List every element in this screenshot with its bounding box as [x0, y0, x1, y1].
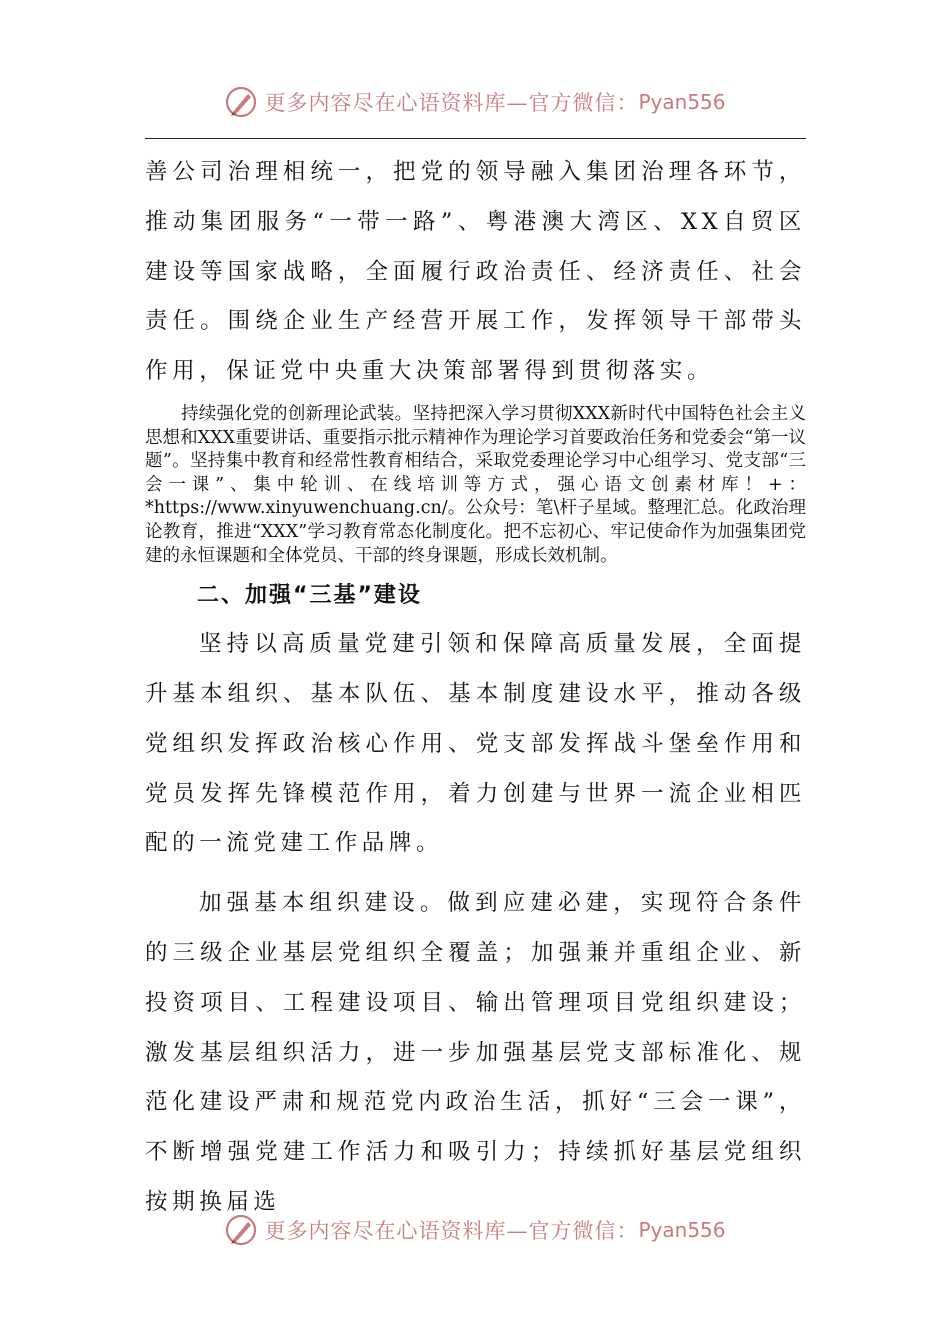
paragraph: 善公司治理相统一，把党的领导融入集团治理各环节，推动集团服务“一带一路”、粤港澳大湾区、XX自贸区建设等国家战略，全面履行政治责任、经济责任、社会责任。围绕企业生产经营开展工作，发挥领导干部带头作用，保证党中央重大决策部署得到贯彻落实。 [145, 159, 806, 385]
footer-banner-id: Pyan556 [638, 1218, 726, 1242]
header-banner-text: 更多内容尽在心语资料库—官方微信： [264, 91, 639, 115]
document-body [145, 148, 806, 1228]
pen-logo-icon [224, 1213, 258, 1247]
header-banner [0, 82, 950, 122]
footer-banner-text: 更多内容尽在心语资料库—官方微信： [264, 1219, 639, 1243]
header-divider [145, 138, 806, 139]
header-banner-id: Pyan556 [638, 90, 726, 114]
pen-logo-icon [224, 85, 258, 119]
footer-banner [0, 1210, 950, 1250]
paragraph: 坚持以高质量党建引领和保障高质量发展，全面提升基本组织、基本队伍、基本制度建设水平，推动各级党组织发挥政治核心作用、党支部发挥战斗堡垒作用和党员发挥先锋模范作用，着力创建与世界一流企业相匹配的一流党建工作品牌。 [145, 631, 806, 857]
paragraph-small: 持续强化党的创新理论武装。坚持把深入学习贯彻XXX新时代中国特色社会主义思想和XXX重要讲话、重要指示批示精神作为理论学习首要政治任务和党委会“第一议题”。坚持集中教育和经常性教育相结合，采取党委理论学习中心组学习、党支部“三会一课”、集中轮训、在线培训等方式，强心语文创素材库！+：*https://www.xinyuwenchuang.cn/。公众号：笔\杆子星域。整理汇总。化政治理论教育，推进“XXX”学习教育常态化制度化。把不忘初心、牢记使命作为加强集团党建的永恒课题和全体党员、干部的终身课题，形成长效机制。 [145, 403, 806, 566]
paragraph: 加强基本组织建设。做到应建必建，实现符合条件的三级企业基层党组织全覆盖；加强兼并重组企业、新投资项目、工程建设项目、输出管理项目党组织建设；激发基层组织活力，进一步加强基层党支部标准化、规范化建设严肃和规范党内政治生活，抓好“三会一课”，不断增强党建工作活力和吸引力；持续抓好基层党组织按期换届选 [145, 890, 806, 1215]
section-heading: 二、加强“三基”建设 [197, 583, 422, 609]
